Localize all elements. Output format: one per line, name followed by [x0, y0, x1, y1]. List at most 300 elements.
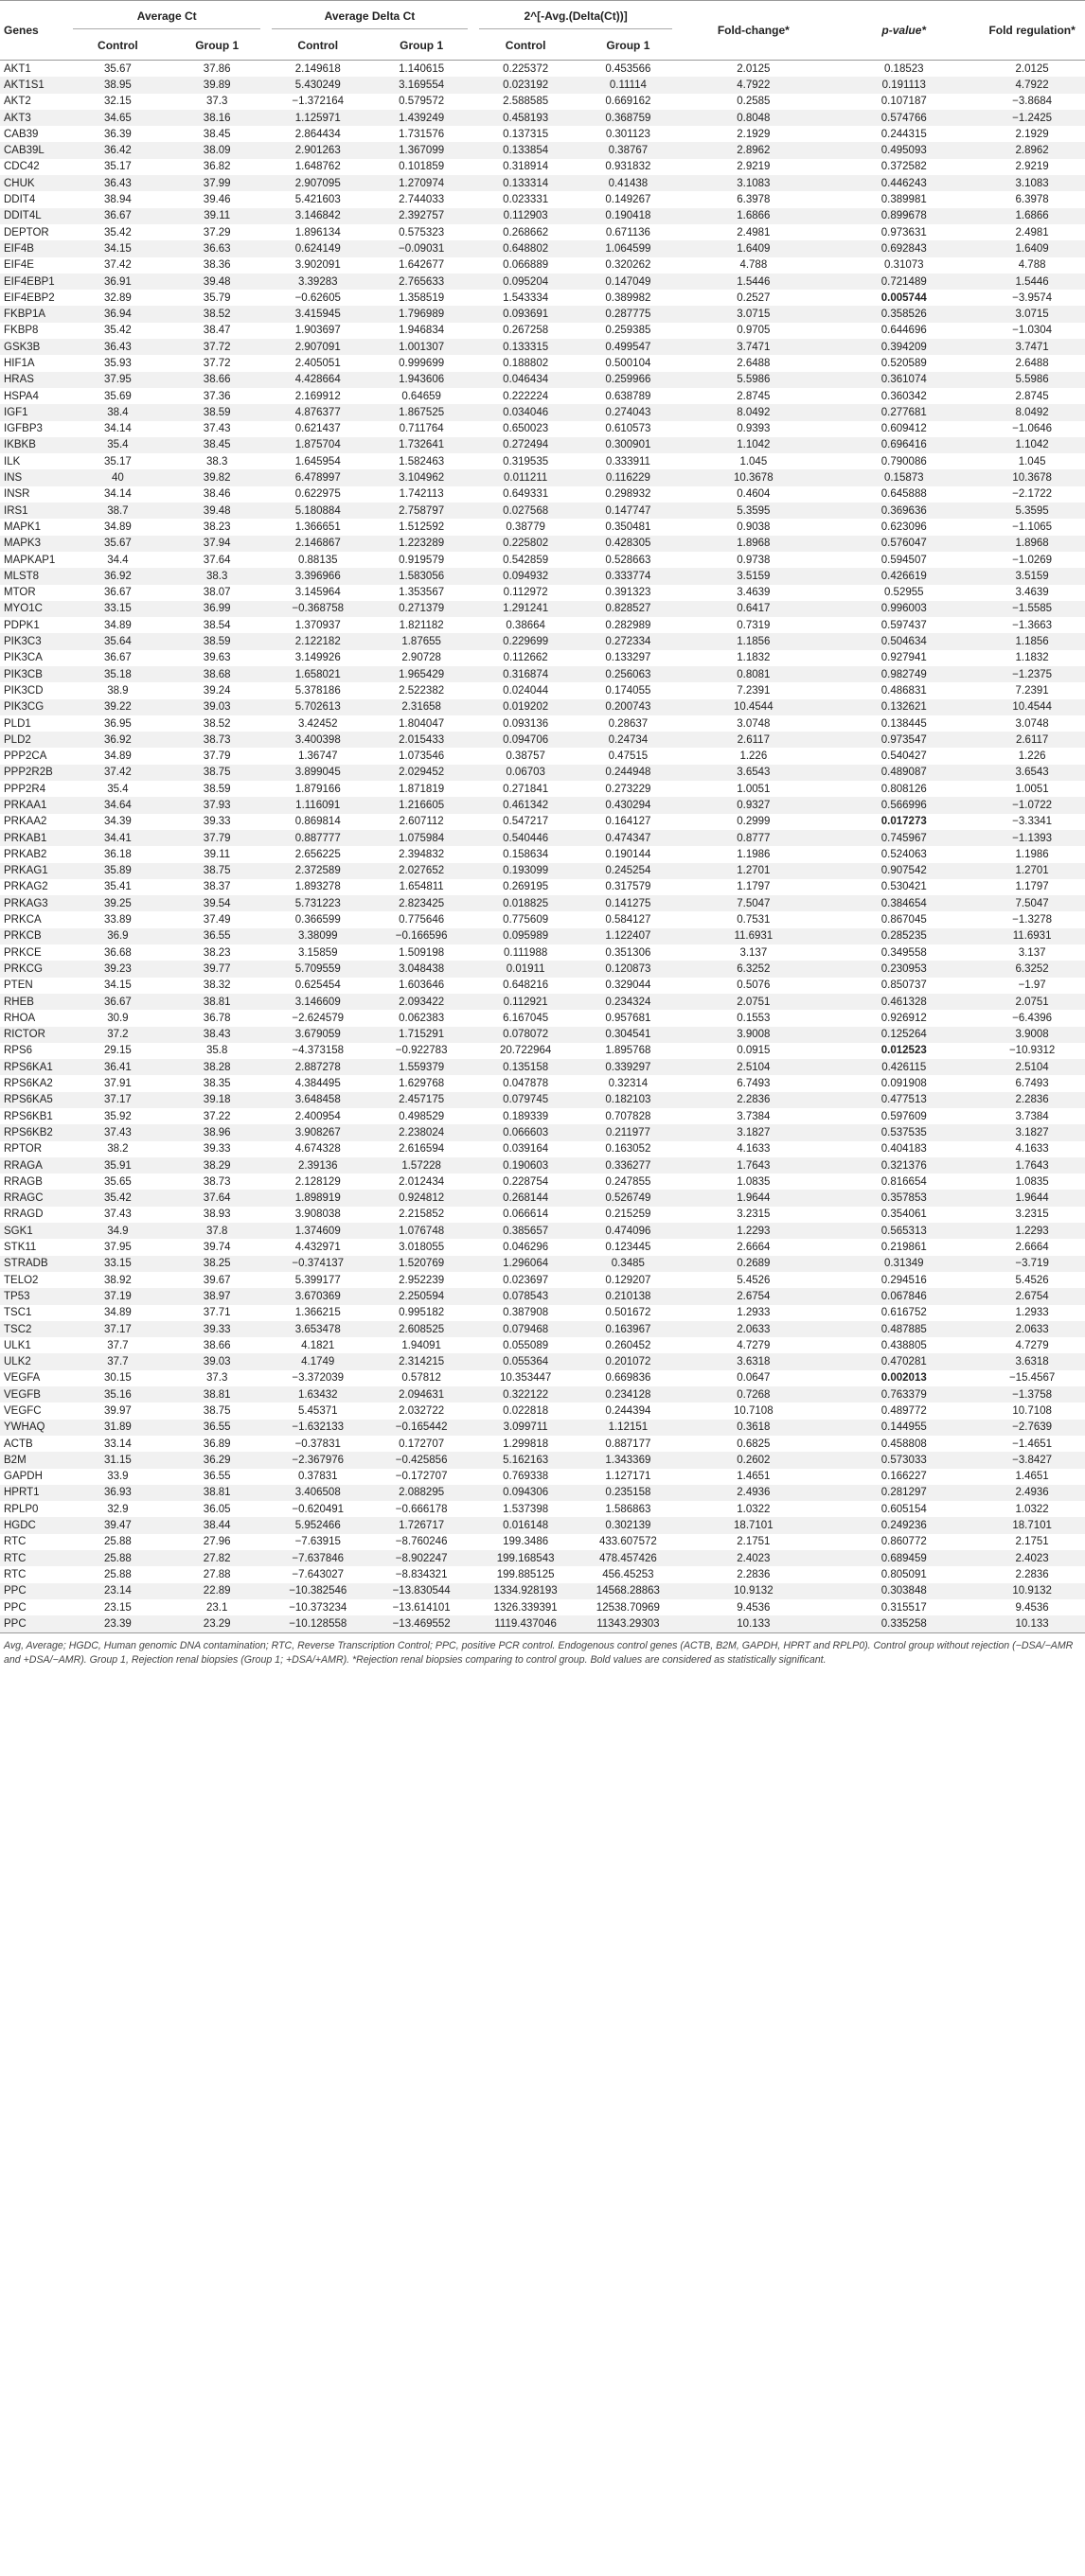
- table-cell: 3.6318: [1015, 1356, 1049, 1368]
- table-cell: 37.93: [203, 800, 231, 811]
- table-cell: 33.89: [103, 914, 132, 926]
- table-cell: 4.7922: [1015, 79, 1049, 91]
- table-cell: 36.89: [203, 1438, 231, 1450]
- table-cell: 1.0835: [737, 1175, 771, 1188]
- table-cell: 2.744033: [399, 194, 445, 206]
- table-row: [0, 1321, 1085, 1337]
- table-cell: 0.2999: [737, 816, 771, 828]
- table-cell: 0.259966: [605, 374, 651, 386]
- table-cell: 0.597609: [880, 1110, 927, 1122]
- table-cell: 2.6664: [737, 1242, 771, 1254]
- table-cell: 36.43: [103, 177, 132, 189]
- table-cell: 0.229699: [503, 636, 549, 648]
- gene-name-cell: PRKCB: [4, 930, 42, 943]
- table-cell: −1.0269: [1012, 554, 1053, 566]
- table-cell: 1.903697: [294, 325, 341, 337]
- table-row: [0, 1141, 1085, 1157]
- table-cell: 23.14: [103, 1585, 132, 1597]
- table-cell: 35.8: [206, 1045, 228, 1057]
- table-cell: 39.03: [203, 701, 231, 714]
- table-cell: 1.226: [739, 750, 768, 763]
- table-cell: 0.931832: [605, 161, 651, 173]
- table-row: [0, 191, 1085, 207]
- table-cell: 38.68: [203, 668, 231, 680]
- table-cell: 0.368759: [605, 112, 651, 124]
- table-cell: 0.24734: [608, 733, 649, 746]
- gene-name-cell: IGF1: [4, 406, 28, 418]
- table-cell: −10.382546: [289, 1585, 347, 1597]
- table-cell: 0.88135: [297, 554, 338, 566]
- table-cell: 38.97: [203, 1290, 231, 1302]
- table-cell: 39.11: [204, 848, 231, 860]
- table-row: [0, 257, 1085, 273]
- table-cell: 2.0751: [737, 996, 771, 1008]
- table-cell: 0.624149: [294, 242, 341, 255]
- table-row: [0, 240, 1085, 256]
- table-cell: 0.200743: [605, 701, 651, 714]
- table-cell: 3.908267: [294, 1126, 341, 1138]
- table-cell: 0.575323: [399, 226, 445, 238]
- table-cell: 0.623096: [880, 520, 927, 533]
- table-cell: 0.078072: [503, 1029, 549, 1041]
- table-cell: 9.4536: [1015, 1601, 1049, 1614]
- table-row: [0, 1108, 1085, 1124]
- table-cell: 37.99: [203, 177, 231, 189]
- table-cell: 36.92: [103, 733, 132, 746]
- gene-name-cell: GAPDH: [4, 1471, 43, 1483]
- table-cell: 1.343369: [605, 1454, 651, 1466]
- gene-name-cell: EIF4EBP1: [4, 275, 55, 288]
- table-cell: 2.314215: [399, 1356, 445, 1368]
- table-cell: 34.14: [103, 488, 132, 501]
- table-cell: 37.95: [103, 374, 132, 386]
- gene-name-cell: CHUK: [4, 177, 35, 189]
- table-cell: 2.952239: [399, 1274, 445, 1286]
- table-cell: 1.0835: [1015, 1175, 1049, 1188]
- table-cell: −7.643027: [292, 1568, 345, 1580]
- table-cell: 4.7279: [737, 1339, 771, 1351]
- table-cell: 2.6754: [737, 1290, 771, 1302]
- table-cell: −15.4567: [1008, 1372, 1056, 1385]
- gene-name-cell: PIK3CA: [4, 652, 43, 664]
- table-cell: 38.28: [203, 1061, 231, 1073]
- table-cell: 3.9008: [1015, 1029, 1049, 1041]
- gene-name-cell: DEPTOR: [4, 226, 49, 238]
- table-cell: 0.147049: [605, 275, 651, 288]
- gene-name-cell: DDIT4: [4, 194, 36, 206]
- table-cell: 1.270974: [399, 177, 445, 189]
- table-row: [0, 273, 1085, 290]
- table-cell: 0.350481: [605, 520, 651, 533]
- table-cell: 1.520769: [399, 1258, 445, 1270]
- table-cell: 0.039164: [503, 1143, 549, 1156]
- table-cell: 0.648216: [503, 979, 549, 992]
- gene-name-cell: RPS6KB1: [4, 1110, 53, 1122]
- table-cell: 0.244948: [605, 767, 651, 779]
- table-cell: 38.43: [203, 1029, 231, 1041]
- table-cell: 1.1986: [737, 848, 771, 860]
- table-cell: 3.5159: [737, 570, 771, 582]
- table-row: [0, 732, 1085, 748]
- table-row: [0, 519, 1085, 535]
- table-cell: 0.188802: [503, 357, 549, 369]
- gene-name-cell: PTEN: [4, 979, 33, 992]
- table-cell: 36.99: [203, 603, 231, 615]
- table-cell: 0.335258: [880, 1617, 927, 1630]
- table-cell: 0.644696: [880, 325, 927, 337]
- table-cell: 4.788: [739, 259, 768, 272]
- table-cell: 38.81: [203, 1487, 231, 1499]
- table-row: [0, 1337, 1085, 1353]
- table-cell: 3.1083: [1015, 177, 1049, 189]
- table-cell: 10.9132: [734, 1585, 774, 1597]
- table-row: [0, 715, 1085, 732]
- table-cell: 37.17: [103, 1094, 132, 1106]
- table-cell: 1.6409: [1015, 242, 1049, 255]
- table-row: [0, 94, 1085, 110]
- table-cell: 0.228754: [503, 1175, 549, 1188]
- table-cell: 37.8: [206, 1225, 228, 1237]
- table-cell: 0.453566: [605, 62, 651, 75]
- table-cell: 0.573033: [880, 1454, 927, 1466]
- table-cell: 38.95: [103, 79, 132, 91]
- table-cell: 38.29: [203, 1159, 231, 1172]
- table-cell: 0.671136: [605, 226, 650, 238]
- table-cell: 38.3: [206, 570, 228, 582]
- table-cell: 39.03: [203, 1356, 231, 1368]
- table-cell: 1.0322: [737, 1503, 771, 1515]
- gene-name-cell: YWHAQ: [4, 1421, 45, 1434]
- table-cell: 2.015433: [399, 733, 445, 746]
- gene-name-cell: INSR: [4, 488, 30, 501]
- table-cell: 2.6664: [1015, 1242, 1049, 1254]
- table-cell: 37.94: [203, 538, 231, 550]
- table-cell: 5.3595: [737, 504, 771, 517]
- table-cell: 478.457426: [599, 1552, 657, 1564]
- table-cell: 1.654811: [399, 881, 444, 893]
- table-cell: 1.9644: [1015, 1192, 1049, 1205]
- table-cell: 0.973631: [880, 226, 927, 238]
- table-cell: 1.732641: [399, 439, 445, 451]
- gene-name-cell: CDC42: [4, 161, 40, 173]
- table-cell: 456.45253: [602, 1568, 654, 1580]
- gene-name-cell: FKBP8: [4, 325, 39, 337]
- table-cell: −0.666178: [395, 1503, 448, 1515]
- table-cell: 0.322122: [503, 1388, 549, 1401]
- table-row: [0, 1469, 1085, 1485]
- table-cell: 3.146842: [294, 210, 341, 222]
- table-cell: 0.016148: [503, 1520, 549, 1532]
- table-cell: −0.425856: [395, 1454, 448, 1466]
- table-cell: 0.222224: [503, 390, 549, 402]
- table-cell: 10.3678: [1012, 472, 1052, 485]
- table-cell: 1.583056: [399, 570, 445, 582]
- table-row: [0, 469, 1085, 485]
- table-cell: 0.112972: [503, 587, 548, 599]
- table-cell: 3.6543: [1015, 767, 1049, 779]
- table-cell: 37.86: [203, 62, 231, 75]
- table-cell: 0.828527: [605, 603, 651, 615]
- table-cell: 39.48: [203, 504, 231, 517]
- table-cell: 0.790086: [880, 455, 927, 468]
- table-cell: −13.614101: [392, 1601, 451, 1614]
- table-cell: 4.1749: [301, 1356, 335, 1368]
- table-cell: 1.875704: [294, 439, 341, 451]
- table-cell: 0.6825: [737, 1438, 771, 1450]
- table-cell: 1.821182: [399, 619, 444, 631]
- table-cell: 38.81: [203, 1388, 231, 1401]
- header-average-ct: Average Ct: [67, 1, 266, 32]
- table-cell: 37.72: [203, 341, 231, 353]
- gene-name-cell: ILK: [4, 455, 21, 468]
- table-cell: 0.428305: [605, 538, 651, 550]
- table-cell: 3.9008: [737, 1029, 771, 1041]
- gene-name-cell: TP53: [4, 1290, 30, 1302]
- table-cell: 3.0748: [737, 717, 771, 730]
- table-cell: 39.82: [203, 472, 231, 485]
- table-cell: 27.82: [203, 1552, 231, 1564]
- table-row: [0, 290, 1085, 306]
- table-cell: 32.15: [103, 96, 132, 108]
- gene-name-cell: MTOR: [4, 587, 36, 599]
- table-cell: 2.758797: [399, 504, 445, 517]
- table-cell: 36.68: [103, 946, 132, 959]
- table-cell: 37.72: [203, 357, 231, 369]
- table-cell: 7.5047: [737, 897, 771, 909]
- table-cell: 10.4544: [734, 701, 774, 714]
- table-cell: 0.576047: [880, 538, 927, 550]
- table-cell: 36.42: [103, 145, 132, 157]
- table-cell: 39.22: [103, 701, 132, 714]
- table-cell: −0.37831: [294, 1438, 341, 1450]
- table-cell: 38.23: [203, 946, 231, 959]
- table-cell: 0.230953: [880, 962, 927, 975]
- table-cell: 0.11114: [609, 79, 647, 91]
- table-cell: −2.624579: [292, 1012, 345, 1024]
- table-cell: 0.57812: [401, 1372, 441, 1385]
- gene-name-cell: PPP2R2B: [4, 767, 53, 779]
- table-row: [0, 1550, 1085, 1566]
- table-cell: 0.808126: [880, 783, 927, 795]
- gene-name-cell: IRS1: [4, 504, 28, 517]
- table-cell: 0.234324: [605, 996, 651, 1008]
- table-cell: 3.648458: [294, 1094, 341, 1106]
- table-cell: 0.8048: [737, 112, 771, 124]
- table-cell: 0.711764: [399, 423, 444, 435]
- table-cell: 0.692843: [880, 242, 927, 255]
- table-cell: 0.349558: [880, 946, 927, 959]
- table-cell: 39.89: [203, 79, 231, 91]
- table-cell: 38.46: [203, 488, 231, 501]
- table-cell: 0.023697: [503, 1274, 549, 1286]
- table-cell: 3.5159: [1015, 570, 1049, 582]
- gene-name-cell: MAPKAP1: [4, 554, 56, 566]
- table-cell: 0.112662: [503, 652, 548, 664]
- table-cell: 39.33: [203, 1143, 231, 1156]
- table-cell: 0.7268: [737, 1388, 771, 1401]
- table-cell: 35.92: [103, 1110, 132, 1122]
- table-cell: 0.320262: [605, 259, 651, 272]
- table-cell: 0.999699: [399, 357, 445, 369]
- table-cell: 38.09: [203, 145, 231, 157]
- table-row: [0, 585, 1085, 601]
- gene-name-cell: RPS6KA1: [4, 1061, 53, 1073]
- table-cell: 1.658021: [294, 668, 341, 680]
- table-cell: 0.763379: [880, 1388, 927, 1401]
- table-cell: 0.489087: [880, 767, 927, 779]
- table-cell: 34.9: [107, 1225, 129, 1237]
- table-cell: 0.133297: [605, 652, 651, 664]
- table-cell: 1.226: [1018, 750, 1046, 763]
- table-cell: 0.174055: [605, 684, 651, 697]
- table-row: [0, 1173, 1085, 1190]
- table-cell: 2.122182: [294, 636, 341, 648]
- table-cell: 0.982749: [880, 668, 927, 680]
- table-cell: 0.256063: [605, 668, 651, 680]
- table-cell: 37.79: [203, 832, 231, 844]
- table-cell: 2.088295: [399, 1487, 445, 1499]
- table-cell: 39.33: [203, 816, 231, 828]
- table-cell: 0.018825: [503, 897, 549, 909]
- table-cell: 0.498529: [399, 1110, 445, 1122]
- table-cell: 22.89: [203, 1585, 231, 1597]
- table-cell: 25.88: [103, 1536, 132, 1548]
- table-cell: 2.400954: [294, 1110, 341, 1122]
- table-cell: 0.215259: [605, 1209, 651, 1221]
- table-cell: 1119.437046: [494, 1617, 557, 1630]
- table-cell: 0.38664: [506, 619, 545, 631]
- gene-name-cell: PIK3C3: [4, 636, 42, 648]
- table-cell: −0.09031: [398, 242, 445, 255]
- gene-name-cell: HIF1A: [4, 357, 35, 369]
- gene-name-cell: PRKAG2: [4, 881, 48, 893]
- gene-name-cell: RRAGB: [4, 1175, 43, 1188]
- table-cell: 0.112903: [503, 210, 548, 222]
- table-cell: 0.141275: [605, 897, 651, 909]
- table-cell: 3.137: [1018, 946, 1046, 959]
- table-cell: 0.528663: [605, 554, 651, 566]
- gene-name-cell: MLST8: [4, 570, 40, 582]
- table-cell: 1.586863: [605, 1503, 651, 1515]
- table-cell: 2.0633: [1015, 1323, 1049, 1335]
- table-cell: 0.078543: [503, 1290, 549, 1302]
- table-row: [0, 224, 1085, 240]
- table-cell: 3.0748: [1015, 717, 1049, 730]
- gene-name-cell: PIK3CB: [4, 668, 43, 680]
- table-cell: 0.446243: [880, 177, 927, 189]
- table-cell: 0.38767: [608, 145, 649, 157]
- table-cell: 7.2391: [737, 684, 771, 697]
- table-cell: 6.3978: [1015, 194, 1049, 206]
- gene-name-cell: EIF4B: [4, 242, 34, 255]
- gene-name-cell: PPC: [4, 1617, 27, 1630]
- table-cell: 37.95: [103, 1242, 132, 1254]
- table-cell: 34.89: [103, 1307, 132, 1319]
- table-row: [0, 1272, 1085, 1288]
- table-cell: 33.15: [103, 1258, 132, 1270]
- table-cell: 0.9038: [737, 520, 771, 533]
- table-cell: 0.458808: [880, 1438, 927, 1450]
- table-cell: 5.399177: [294, 1274, 341, 1286]
- table-cell: 1.8968: [1015, 538, 1049, 550]
- table-cell: 0.526749: [605, 1192, 651, 1205]
- table-cell: 3.400398: [294, 733, 341, 746]
- table-row: [0, 944, 1085, 961]
- table-cell: 1.543334: [503, 291, 549, 304]
- table-cell: 0.354061: [880, 1209, 927, 1221]
- table-cell: 2.4936: [1015, 1487, 1049, 1499]
- table-cell: 18.7101: [1012, 1520, 1052, 1532]
- table-row: [0, 1223, 1085, 1239]
- table-cell: 1.299818: [503, 1438, 549, 1450]
- gene-name-cell: PIK3CD: [4, 684, 44, 697]
- table-cell: 6.3252: [737, 962, 771, 975]
- table-cell: 3.7471: [1015, 341, 1049, 353]
- gene-name-cell: PRKCE: [4, 946, 42, 959]
- table-cell: 0.547217: [503, 816, 549, 828]
- table-cell: 1.7643: [737, 1159, 771, 1172]
- gene-name-cell: STK11: [4, 1242, 37, 1254]
- table-cell: 0.116229: [605, 472, 650, 485]
- table-cell: 0.101859: [399, 161, 445, 173]
- gene-name-cell: PRKAG1: [4, 865, 48, 877]
- table-cell: 2.394832: [399, 848, 445, 860]
- table-cell: 0.669836: [605, 1372, 651, 1385]
- table-cell: 4.674328: [294, 1143, 341, 1156]
- table-cell: 0.244315: [880, 128, 927, 140]
- table-cell: 1.63432: [297, 1388, 338, 1401]
- table-cell: 5.421603: [294, 194, 341, 206]
- table-cell: 2.2836: [1015, 1568, 1049, 1580]
- table-cell: 2.6117: [737, 733, 770, 746]
- gene-name-cell: GSK3B: [4, 341, 41, 353]
- table-row: [0, 748, 1085, 764]
- table-cell: 0.430294: [605, 800, 651, 811]
- table-cell: 36.9: [107, 930, 129, 943]
- table-cell: 0.047878: [503, 1078, 549, 1090]
- table-cell: 38.75: [203, 1404, 231, 1417]
- table-cell: 0.850737: [880, 979, 927, 992]
- table-cell: 37.71: [203, 1307, 231, 1319]
- table-cell: 0.357853: [880, 1192, 927, 1205]
- table-cell: 0.112921: [503, 996, 548, 1008]
- gene-name-cell: PLD2: [4, 733, 31, 746]
- table-cell: 36.67: [103, 210, 132, 222]
- gene-name-cell: CAB39L: [4, 145, 44, 157]
- table-cell: 4.1633: [737, 1143, 771, 1156]
- table-cell: 2.372589: [294, 865, 341, 877]
- table-cell: 0.193099: [503, 865, 549, 877]
- table-cell: 2.4023: [1015, 1552, 1049, 1564]
- table-cell: 0.287775: [605, 309, 651, 321]
- subheader-group1: Group 1: [606, 39, 650, 52]
- table-cell: 0.597437: [880, 619, 927, 631]
- table-cell: 35.91: [103, 1159, 132, 1172]
- table-cell: 34.89: [103, 520, 132, 533]
- table-cell: 0.384654: [880, 897, 927, 909]
- table-cell: 3.908038: [294, 1209, 341, 1221]
- header-average-delta-ct: Average Delta Ct: [266, 1, 473, 32]
- table-cell: 35.18: [103, 668, 132, 680]
- table-cell: 38.52: [203, 717, 231, 730]
- table-cell: 3.7384: [1015, 1110, 1049, 1122]
- table-cell: 38.94: [103, 194, 132, 206]
- table-cell: −8.760246: [395, 1536, 448, 1548]
- table-cell: 1.1797: [737, 881, 771, 893]
- table-cell: 34.15: [103, 979, 132, 992]
- table-cell: 36.67: [103, 587, 132, 599]
- table-cell: 0.650023: [503, 423, 549, 435]
